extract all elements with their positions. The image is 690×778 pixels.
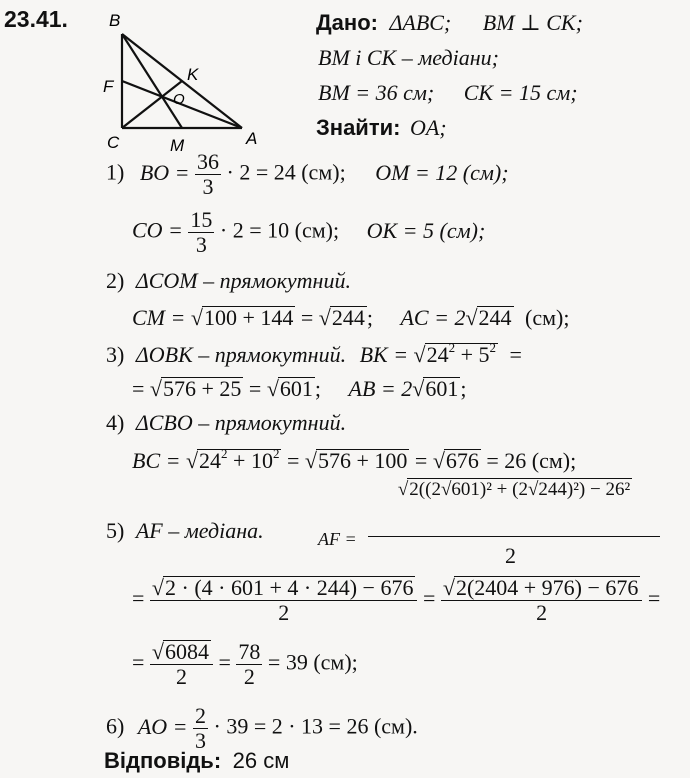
cm-lhs: CM = (132, 305, 186, 330)
bk-eq: = (248, 376, 262, 401)
cm-end: ; (366, 305, 373, 330)
bc-term-a: 24 (199, 448, 222, 473)
bc-lhs: BC = (132, 448, 181, 473)
step-5-l3-den-2: 2 (243, 664, 255, 689)
median-bm (122, 34, 182, 128)
label-f: F (103, 77, 114, 96)
bk-lhs: BK = (359, 342, 409, 367)
step-4-number: 4) (106, 410, 125, 435)
step-5-l2-radicand-2: 2(2404 + 976) − 676 (455, 575, 639, 600)
step-4-title-line (106, 410, 346, 436)
step-6-number: 6) (106, 713, 125, 739)
cm-radicand-1: 100 + 144 (203, 305, 294, 330)
label-b: B (109, 11, 121, 30)
bo-fraction (195, 150, 221, 199)
step-5-line-3 (132, 640, 358, 689)
step-5-l2-mid: = (422, 585, 436, 611)
label-c: C (107, 133, 120, 152)
step-1-number: 1) (106, 159, 125, 185)
ab-end: ; (460, 376, 467, 401)
problem-number: 23.41. (4, 6, 68, 32)
bc-radicand (197, 446, 281, 473)
step-3-line-2: = √576 + 25 = √601; AB = 2√601; (132, 376, 467, 401)
bk-sq-b: 2 (489, 340, 497, 355)
step-5-l2-num-2: √2(2404 + 976) − 676 (441, 576, 643, 601)
step-4-line-2: BC = $√24^2 + 10^2 = √576 + 100 = √676 = 26$ (см); (132, 446, 577, 473)
co-lhs: CO = (132, 217, 183, 243)
ao-rhs: · 39 = 2 · 13 = 26 (см). (213, 713, 418, 739)
step-5-l3-frac-2 (236, 640, 262, 689)
ao-denominator: 3 (195, 728, 206, 753)
step-2-title-line (106, 268, 351, 294)
bc-radicand-2: 576 + 100 (317, 448, 408, 473)
step-5-l3-end: = 39 (см); (267, 649, 358, 675)
bo-rhs: · 2 = 24 (см); (226, 159, 346, 185)
ao-fraction (193, 704, 208, 753)
step-5-number: 5) (106, 518, 125, 543)
step-2-line-2: CM = √100 + 144 = √244; AC = 2√244 (см); (132, 305, 570, 330)
ok-value: OK = 5 (см); (366, 217, 486, 243)
bc-end: = 26 (см); (486, 448, 577, 473)
step-1-line-1 (106, 150, 509, 199)
step-5-l2-end: = (647, 585, 661, 611)
bk-end: = (509, 342, 522, 367)
find-value: OA; (409, 115, 447, 140)
om-value: OM = 12 (см); (375, 159, 509, 185)
bk-term-a: 24 (426, 342, 449, 367)
af-lhs: AF = (318, 529, 357, 549)
ac-end: (см); (525, 305, 570, 330)
step-5-l3-radicand: 6084 (165, 639, 209, 664)
given-ck: CK = 15 см; (463, 80, 578, 105)
co-denominator: 3 (195, 232, 207, 257)
step-5-title-line (106, 518, 264, 544)
af-denominator: 2 (505, 543, 516, 568)
answer-line (104, 748, 289, 774)
step-5-l2-frac-2 (441, 576, 643, 625)
bk-radicand-2: 576 + 25 (163, 376, 242, 401)
bk-term-b: + 5 (455, 342, 490, 367)
step-2-number: 2) (106, 268, 125, 293)
ab-radicand: 601 (425, 376, 459, 401)
given-line-2: BM і CK – медіани; (318, 45, 499, 70)
step-1-line-2 (132, 208, 485, 257)
bc-term-b: + 10 (227, 448, 273, 473)
step-5-l2-eq: = (132, 585, 145, 611)
step-5-l3-frac-1 (150, 640, 213, 689)
bo-lhs: BO = (139, 159, 190, 185)
given-bm: BM = 36 см; (318, 80, 435, 105)
given-line-1 (316, 10, 583, 36)
find-line (316, 115, 447, 141)
bc-eq-1: = (286, 448, 300, 473)
cm-eq: = (300, 305, 314, 330)
bo-denominator: 3 (202, 174, 214, 199)
step-3-number: 3) (106, 342, 125, 367)
step-6-line (106, 704, 418, 753)
bc-sq-b: 2 (272, 446, 280, 461)
find-label: Знайти: (316, 115, 401, 140)
co-rhs: · 2 = 10 (см); (219, 217, 340, 243)
step-2-title: ΔCOM – прямокутний. (135, 268, 351, 293)
bo-numerator: 36 (197, 149, 219, 174)
label-m: M (170, 136, 185, 155)
af-radicand: 2((2√601)² + (2√244)²) − 26² (409, 479, 631, 500)
label-k: K (187, 65, 199, 84)
step-3-eq-lead: = (132, 376, 145, 401)
step-3-line-1: 3) ΔOBK – прямокутний. BK = $√24^2 + 5^2$ = (106, 340, 522, 367)
bk-radicand (425, 340, 498, 367)
answer-value: 26 см (232, 748, 290, 773)
af-fraction-bar (368, 536, 660, 537)
af-numerator: √2((2√601)² + (2√244)²) − 26² (397, 479, 631, 500)
ao-lhs: AO = (137, 713, 188, 739)
triangle-figure (100, 8, 270, 158)
step-4-title: ΔCBO – прямокутний. (135, 410, 347, 435)
ac-lhs: AC = 2 (400, 305, 466, 330)
answer-label: Відповідь: (104, 748, 222, 773)
given-line-3 (318, 80, 578, 106)
bk-sq-a: 2 (448, 340, 456, 355)
given-label: Дано: (316, 10, 378, 35)
ab-lhs: AB = 2 (348, 376, 413, 401)
cm-radicand-2: 244 (331, 305, 365, 330)
step-5-l2-num-1: √2 · (4 · 601 + 4 · 244) − 676 (150, 576, 418, 601)
step-5-line-2 (132, 576, 660, 625)
bk-semicolon: ; (314, 376, 322, 401)
step-5-l3-den-1: 2 (175, 664, 187, 689)
step-5-l2-den-2: 2 (536, 600, 548, 625)
ao-numerator: 2 (195, 703, 206, 728)
label-a: A (246, 129, 258, 148)
step-5-l2-radicand-1: 2 · (4 · 601 + 4 · 244) − 676 (165, 575, 414, 600)
given-triangle: ΔABC; (389, 10, 452, 35)
step-5-l3-num-1: √6084 (150, 640, 213, 665)
co-fraction (188, 208, 214, 257)
step-5-l3-num-2: 78 (238, 639, 261, 664)
step-5-l3-eq: = (132, 649, 145, 675)
ac-radicand: 244 (478, 305, 512, 330)
bc-radicand-3: 676 (445, 448, 479, 473)
label-o: O (173, 91, 185, 108)
bc-sq-a: 2 (221, 446, 228, 461)
step-5-l3-mid: = (218, 649, 231, 675)
co-numerator: 15 (190, 207, 213, 232)
step-3-title: ΔOBK – прямокутний. (135, 342, 347, 367)
given-perpendicular: BM ⊥ CK; (482, 10, 583, 35)
step-5-title: AF – медіана. (135, 518, 264, 543)
step-5-l2-den-1: 2 (278, 600, 290, 625)
bk-radicand-3: 601 (279, 376, 313, 401)
step-5-l2-frac-1 (150, 576, 418, 625)
bc-eq-2: = (414, 448, 428, 473)
